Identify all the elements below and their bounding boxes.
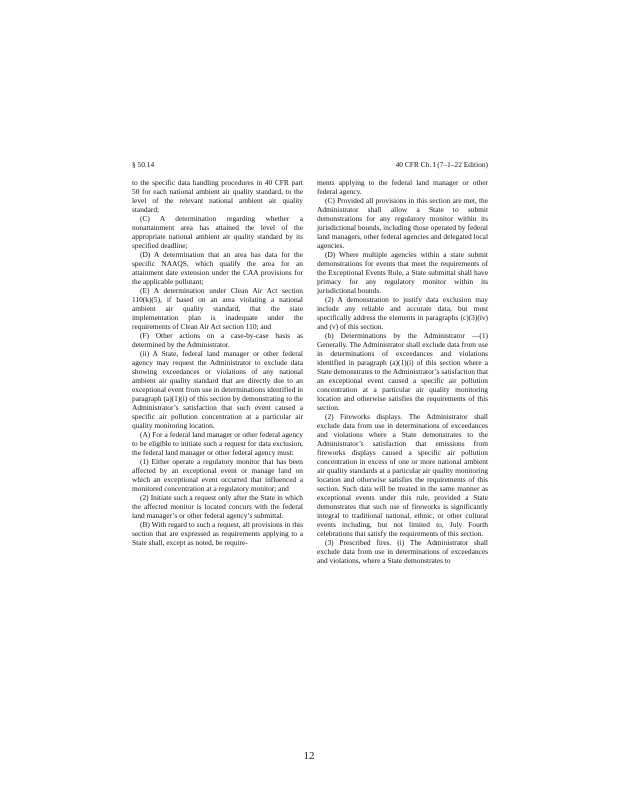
paragraph: (1) Either operate a regulatory monitor that has been affected by an exceptional event or manage land on which an exceptional event occurred that influenced a monitored concentration at a regulatory monitor; and bbox=[132, 457, 303, 493]
paragraph: to the specific data handling procedures in 40 CFR part 50 for each national ambient air quality standard, to the level of the relevant national ambient air quality standard; bbox=[132, 178, 303, 214]
paragraph: (D) A determination that an area has data for the specific NAAQS, which qualify the area for an attainment date extension under the CAA provisions for the applicable pollutant; bbox=[132, 250, 303, 286]
right-column bbox=[317, 178, 488, 565]
cfr-title: 40 CFR Ch. I (7–1–22 Edition) bbox=[395, 160, 488, 169]
paragraph: (C) Provided all provisions in this section are met, the Administrator shall allow a State to submit demonstrations for any regulatory monitor within its jurisdictional bounds, including those operated by federal land managers, other federal agencies and delegated local agencies. bbox=[317, 196, 488, 250]
paragraph: (3) Prescribed fires. (i) The Administrator shall exclude data from use in determinations of exceedances and violations, where a State demonstrates to bbox=[317, 538, 488, 565]
page-number: 12 bbox=[303, 750, 315, 762]
paragraph: ments applying to the federal land manager or other federal agency. bbox=[317, 178, 488, 196]
paragraph: (C) A determination regarding whether a nonattainment area has attained the level of the appropriate national ambient air quality standard by its specified deadline; bbox=[132, 214, 303, 250]
paragraph: (E) A determination under Clean Air Act section 110(k)(5), if based on an area violating a national ambient air quality standard, that the state implementation plan is inadequate under the requirements of Clean Air Act section 110; and bbox=[132, 286, 303, 331]
paragraph: (2) Initiate such a request only after the State in which the affected monitor is located concurs with the federal land manager’s or other federal agency’s submittal. bbox=[132, 493, 303, 520]
left-column bbox=[132, 178, 303, 547]
section-number: § 50.14 bbox=[132, 160, 155, 169]
paragraph: (B) With regard to such a request, all provisions in this section that are expressed as requirements applying to a State shall, except as noted, be require- bbox=[132, 520, 303, 547]
paragraph: (F) Other actions on a case-by-case basis as determined by the Administrator. bbox=[132, 331, 303, 349]
paragraph: (ii) A State, federal land manager or other federal agency may request the Administrator to exclude data showing exceedances or violations of any national ambient air quality standard that are directly due to an exceptional event from use in determinations identified in paragraph (a)(1)(i) of this section by demonstrating to the Administrator’s satisfaction that such event caused a specific air pollution concentration at a particular air quality monitoring location. bbox=[132, 349, 303, 430]
paragraph: (2) A demonstration to justify data exclusion may include any reliable and accurate data, but must specifically address the elements in paragraphs (c)(3)(iv) and (v) of this section. bbox=[317, 295, 488, 331]
paragraph: (D) Where multiple agencies within a state submit demonstrations for events that meet the requirements of the Exceptional Events Rule, a State submittal shall have primacy for any regulatory monitor within its jurisdictional bounds. bbox=[317, 250, 488, 295]
paragraph: (b) Determinations by the Administrator —(1) Generally. The Administrator shall exclude data from use in determinations of exceedances and violations identified in paragraph (a)(1)(i) of this section where a State demonstrates to the Administrator’s satisfaction that an exceptional event caused a specific air pollution concentration at a particular air quality monitoring location and otherwise satisfies the requirements of this section. bbox=[317, 331, 488, 412]
paragraph: (A) For a federal land manager or other federal agency to be eligible to initiate such a request for data exclusion, the federal land manager or other federal agency must: bbox=[132, 430, 303, 457]
paragraph: (2) Fireworks displays. The Administrator shall exclude data from use in determinations of exceedances and violations where a State demonstrates to the Administrator’s satisfaction that emissions from fireworks displays caused a specific air pollution concentration in excess of one or more national ambient air quality standards at a particular air quality monitoring location and otherwise satisfies the requirements of this section. Such data will be treated in the same manner as exceptional events under this rule, provided a State demonstrates that such use of fireworks is significantly integral to traditional national, ethnic, or other cultural events including, but not limited to, July Fourth celebrations that satisfy the requirements of this section. bbox=[317, 412, 488, 538]
